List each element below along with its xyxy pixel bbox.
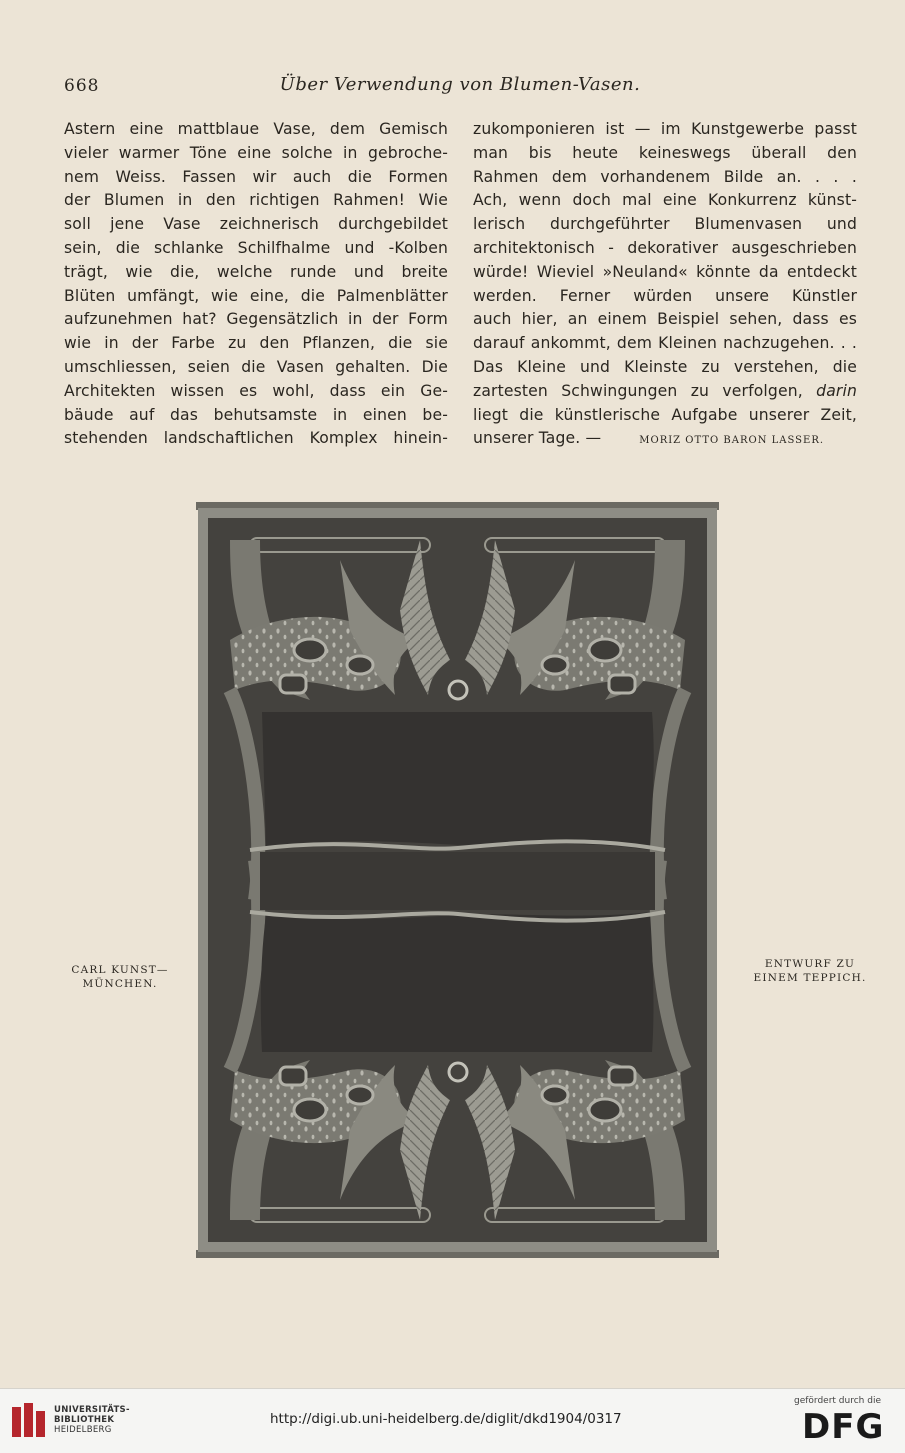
- right-line: [473, 380, 857, 404]
- right-line: darauf ankommt, dem Kleinen nachzugehen. . .: [473, 334, 857, 353]
- caption-title-line1: ENTWURF ZU: [764, 958, 856, 970]
- line-text: zartesten Schwingungen zu verfolgen,: [473, 381, 803, 400]
- right-line: lerisch durchgeführter Blumenvasen und: [473, 215, 857, 234]
- author-signature: MORIZ OTTO BARON LASSER.: [639, 435, 825, 447]
- rug-panel-upper: [262, 712, 654, 850]
- left-line: Astern eine mattblaue Vase, dem Gemisch: [64, 120, 448, 138]
- library-name: [54, 1405, 130, 1435]
- line-text: unserer Tage. —: [473, 429, 602, 448]
- caption-title: [748, 957, 872, 985]
- library-name-line3: HEIDELBERG: [54, 1425, 112, 1435]
- permalink-url[interactable]: http://digi.ub.uni-heidelberg.de/diglit/dkd1904/0317: [270, 1411, 622, 1427]
- rug-panel-lower: [261, 912, 654, 1052]
- right-line: auch hier, an einem Beispiel sehen, dass es: [473, 310, 857, 329]
- emphasis-darin: darin: [816, 381, 857, 400]
- library-logo-icon: [10, 1401, 50, 1441]
- caption-artist-name: CARL KUNST—: [71, 964, 169, 976]
- left-line: sein, die schlanke Schilfhalme und -Kolben: [64, 238, 448, 257]
- caption-artist: [60, 963, 180, 991]
- footer-bar: [0, 1388, 905, 1453]
- right-line: architektonisch - dekorativer ausgeschrieben: [473, 238, 857, 257]
- right-line-final: [473, 427, 857, 451]
- left-line: trägt, wie die, welche runde und breite: [64, 262, 448, 281]
- funding-note: gefördert durch die: [794, 1396, 881, 1406]
- running-title: Über Verwendung von Blumen-Vasen.: [279, 74, 641, 95]
- left-line: nem Weiss. Fassen wir auch die Formen: [64, 167, 448, 186]
- left-line: vieler warmer Töne eine solche in gebroche-: [64, 143, 448, 162]
- rug-panel-middle: [260, 852, 655, 910]
- left-line: bäude auf das behutsamste in einen be-: [64, 405, 448, 424]
- left-line: soll jene Vase zeichnerisch durchgebildet: [64, 215, 448, 234]
- right-line: Rahmen dem vorhandenem Bilde an. . . .: [473, 167, 857, 186]
- right-column: [473, 118, 857, 451]
- rug-illustration: [190, 500, 725, 1260]
- library-name-line1: UNIVERSITÄTS-: [54, 1405, 130, 1415]
- caption-artist-city: MÜNCHEN.: [82, 978, 158, 990]
- left-line: Architekten wissen es wohl, dass ein Ge-: [64, 381, 448, 400]
- left-line: Blüten umfängt, wie eine, die Palmenblätter: [64, 286, 448, 305]
- right-line: zukomponieren ist — im Kunstgewerbe passt: [473, 120, 857, 138]
- left-line: stehenden landschaftlichen Komplex hinein-: [64, 429, 448, 448]
- left-line: umschliessen, seien die Vasen gehalten. Die: [64, 357, 448, 376]
- left-column: [64, 118, 448, 451]
- rug-figure: [190, 500, 725, 1260]
- left-line: der Blumen in den richtigen Rahmen! Wie: [64, 191, 448, 210]
- right-line: man bis heute keineswegs überall den: [473, 143, 857, 162]
- page-number: 668: [64, 76, 100, 96]
- right-line: würde! Wieviel »Neuland« könnte da entdeckt: [473, 262, 857, 281]
- right-line: Ach, wenn doch mal eine Konkurrenz künst-: [473, 191, 857, 210]
- dfg-logo: DFG: [802, 1407, 885, 1447]
- caption-title-line2: EINEM TEPPICH.: [753, 972, 867, 984]
- right-line: liegt die künstlerische Aufgabe unserer Zeit,: [473, 405, 857, 424]
- left-line: wie in der Farbe zu den Pflanzen, die sie: [64, 334, 448, 353]
- library-name-line2: BIBLIOTHEK: [54, 1415, 115, 1425]
- right-line: werden. Ferner würden unsere Künstler: [473, 286, 857, 305]
- left-line: aufzunehmen hat? Gegensätzlich in der Form: [64, 310, 448, 329]
- right-line: Das Kleine und Kleinste zu verstehen, die: [473, 357, 857, 376]
